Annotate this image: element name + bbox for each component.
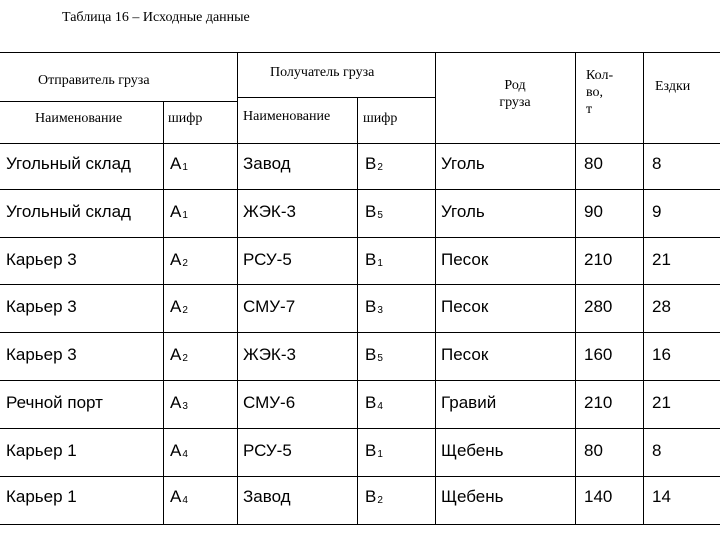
cell-sender: Карьер 1 xyxy=(6,441,77,460)
cell-receiver: СМУ-6 xyxy=(243,393,296,412)
header-receiver-name: Наименование xyxy=(243,109,331,124)
cell-cargo: Песок xyxy=(441,297,489,316)
cell-receiver-code-index: 2 xyxy=(377,495,383,506)
grid-line-row-7 xyxy=(0,428,720,429)
cell-quantity: 140 xyxy=(584,487,613,506)
cell-sender-code-letter: А xyxy=(170,345,182,364)
cell-receiver-code xyxy=(365,202,383,225)
cell-sender-code xyxy=(170,393,188,416)
cell-trips: 21 xyxy=(652,393,671,412)
cell-quantity: 210 xyxy=(584,393,613,412)
cell-sender-code-index: 3 xyxy=(182,401,188,412)
cell-quantity: 160 xyxy=(584,345,613,364)
cell-sender-code-letter: А xyxy=(170,250,182,269)
cell-cargo: Песок xyxy=(441,250,489,269)
cell-receiver-code xyxy=(365,441,383,464)
cell-trips: 16 xyxy=(652,345,671,364)
cell-sender-code-index: 2 xyxy=(182,353,188,364)
grid-col-sender-code xyxy=(163,101,164,524)
grid-line-top xyxy=(0,52,720,53)
grid-line-row-5 xyxy=(0,332,720,333)
cell-receiver-code xyxy=(365,154,383,177)
cell-receiver: ЖЭК-3 xyxy=(243,202,296,221)
cell-quantity: 80 xyxy=(584,441,603,460)
grid-line-row-3 xyxy=(0,237,720,238)
cell-receiver-code-letter: В xyxy=(365,202,377,221)
cell-receiver-code xyxy=(365,297,383,320)
header-quantity-line-3: т xyxy=(586,102,593,117)
cell-receiver-code-index: 5 xyxy=(377,210,383,221)
cell-receiver-code xyxy=(365,393,383,416)
cell-receiver-code-letter: В xyxy=(365,393,377,412)
cell-trips: 8 xyxy=(652,441,662,460)
cell-receiver-code-letter: В xyxy=(365,345,377,364)
grid-line-bottom xyxy=(0,524,720,525)
cell-receiver-code-letter: В xyxy=(365,441,377,460)
header-cargo-type xyxy=(475,77,555,111)
cell-receiver-code-letter: В xyxy=(365,297,377,316)
cell-sender: Карьер 3 xyxy=(6,297,77,316)
header-trips: Ездки xyxy=(655,79,691,94)
grid-line-row-1 xyxy=(0,143,720,144)
cell-cargo: Щебень xyxy=(441,441,504,460)
cell-quantity: 90 xyxy=(584,202,603,221)
cell-receiver-code-index: 2 xyxy=(377,162,383,173)
header-quantity-line-2: во, xyxy=(586,85,604,100)
cell-sender-code-letter: А xyxy=(170,297,182,316)
grid-col-qty xyxy=(575,52,576,524)
cell-cargo: Уголь xyxy=(441,202,485,221)
grid-col-receiver-code xyxy=(357,97,358,524)
grid-col-trips xyxy=(643,52,644,524)
cell-receiver-code-index: 4 xyxy=(377,401,383,412)
cell-sender-code xyxy=(170,297,188,320)
cell-receiver-code-index: 5 xyxy=(377,353,383,364)
cell-trips: 28 xyxy=(652,297,671,316)
cell-trips: 8 xyxy=(652,154,662,173)
cell-sender-code xyxy=(170,345,188,368)
cell-receiver-code-index: 1 xyxy=(377,449,383,460)
cell-sender: Угольный склад xyxy=(6,202,131,221)
cell-sender: Карьер 3 xyxy=(6,345,77,364)
cell-receiver-code xyxy=(365,487,383,510)
grid-line-receiver-split xyxy=(237,97,435,98)
cell-receiver-code-index: 1 xyxy=(377,258,383,269)
header-receiver-code: шифр xyxy=(363,111,398,126)
cell-sender-code xyxy=(170,202,188,225)
cell-sender-code-letter: А xyxy=(170,487,182,506)
cell-quantity: 80 xyxy=(584,154,603,173)
header-quantity xyxy=(586,67,613,118)
grid-col-receiver xyxy=(237,52,238,524)
cell-sender-code-index: 2 xyxy=(182,258,188,269)
cell-trips: 9 xyxy=(652,202,662,221)
cell-sender-code-index: 1 xyxy=(182,162,188,173)
cell-sender-code xyxy=(170,154,188,177)
cell-sender: Речной порт xyxy=(6,393,103,412)
cell-sender-code xyxy=(170,441,188,464)
cell-sender: Карьер 1 xyxy=(6,487,77,506)
cell-sender-code-letter: А xyxy=(170,202,182,221)
header-cargo-type-line-1: Род xyxy=(504,78,526,93)
cell-cargo: Уголь xyxy=(441,154,485,173)
cell-quantity: 210 xyxy=(584,250,613,269)
grid-line-row-8 xyxy=(0,476,720,477)
header-sender-group: Отправитель груза xyxy=(38,73,150,88)
cell-sender-code-index: 4 xyxy=(182,495,188,506)
cell-sender-code-letter: А xyxy=(170,441,182,460)
cell-receiver: Завод xyxy=(243,154,291,173)
cell-receiver: ЖЭК-3 xyxy=(243,345,296,364)
table-caption: Таблица 16 – Исходные данные xyxy=(62,10,250,25)
cell-sender: Карьер 3 xyxy=(6,250,77,269)
grid-line-row-2 xyxy=(0,189,720,190)
header-sender-code: шифр xyxy=(168,111,203,126)
cell-trips: 14 xyxy=(652,487,671,506)
cell-receiver-code xyxy=(365,250,383,273)
cell-receiver: СМУ-7 xyxy=(243,297,296,316)
grid-col-cargo xyxy=(435,52,436,524)
cell-sender-code-letter: А xyxy=(170,393,182,412)
cell-receiver-code xyxy=(365,345,383,368)
cell-receiver: РСУ-5 xyxy=(243,441,292,460)
cell-receiver-code-letter: В xyxy=(365,250,377,269)
cell-receiver: РСУ-5 xyxy=(243,250,292,269)
header-quantity-line-1: Кол- xyxy=(586,68,614,83)
cell-trips: 21 xyxy=(652,250,671,269)
cell-sender-code-letter: А xyxy=(170,154,182,173)
cell-quantity: 280 xyxy=(584,297,613,316)
grid-line-row-6 xyxy=(0,380,720,381)
cell-cargo: Щебень xyxy=(441,487,504,506)
cell-receiver-code-index: 3 xyxy=(377,305,383,316)
cell-sender-code-index: 2 xyxy=(182,305,188,316)
cell-sender-code-index: 4 xyxy=(182,449,188,460)
cell-cargo: Гравий xyxy=(441,393,497,412)
grid-line-sender-split xyxy=(0,101,237,102)
cell-sender-code xyxy=(170,250,188,273)
cell-receiver-code-letter: В xyxy=(365,487,377,506)
header-cargo-type-line-2: груза xyxy=(499,95,531,110)
cell-sender-code-index: 1 xyxy=(182,210,188,221)
cell-receiver-code-letter: В xyxy=(365,154,377,173)
cell-sender-code xyxy=(170,487,188,510)
cell-receiver: Завод xyxy=(243,487,291,506)
cell-cargo: Песок xyxy=(441,345,489,364)
grid-line-row-4 xyxy=(0,284,720,285)
header-receiver-group: Получатель груза xyxy=(270,65,375,80)
cell-sender: Угольный склад xyxy=(6,154,131,173)
header-sender-name: Наименование xyxy=(35,111,123,126)
